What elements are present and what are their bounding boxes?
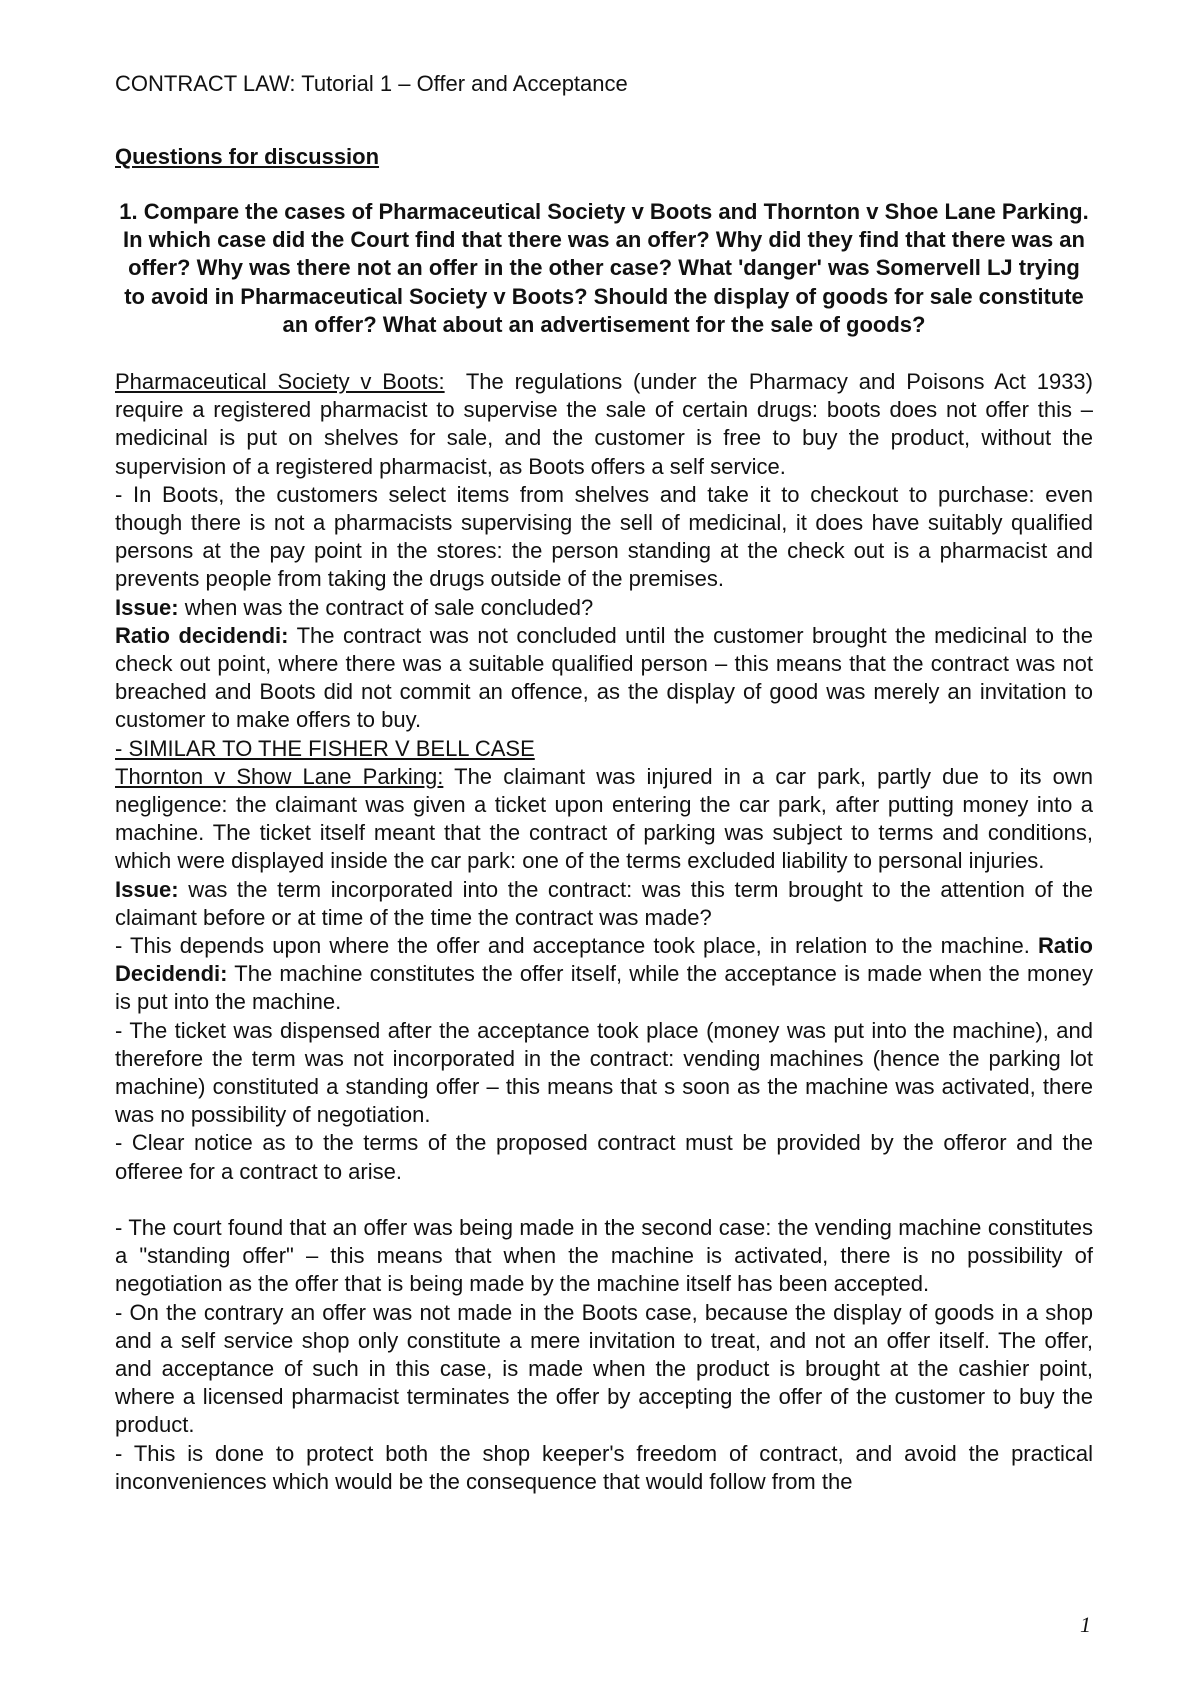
boots-case-label: Pharmaceutical Society v Boots: xyxy=(115,369,445,394)
page-number: 1 xyxy=(1080,1612,1091,1637)
thornton-issue-paragraph xyxy=(115,876,1093,932)
thornton-facts-text: The claimant was injured in a car park, partly due to its own negligence: the claimant was given a ticket upon entering the car park, after putting money into a machine. The ticket itself meant that the contract of parking was subject to terms and conditions, which were displayed inside the car park: one of the terms excluded liability to personal injuries. xyxy=(115,763,1094,874)
similar-case-note: - SIMILAR TO THE FISHER V BELL CASE xyxy=(115,735,535,761)
conclusion-paragraph: - The court found that an offer was being made in the second case: the vending machine constitutes a "standing offer" – this means that when the machine is activated, there is no possibility of negotiation as the offer that is being made by the machine itself has been accepted. xyxy=(115,1214,1093,1297)
thornton-ticket-paragraph: - The ticket was dispensed after the acceptance took place (money was put into the machine), and therefore the term was not incorporated in the contract: vending machines (hence the parking lot machine) constituted a standing offer – this means that s soon as the machine was activated, there was no possibility of negotiation. xyxy=(115,1017,1093,1128)
thornton-issue-text: was the term incorporated into the contract: was this term brought to the attention of the claimant before or at time of the time the contract was made? xyxy=(115,876,1093,930)
boots-ratio-text: The contract was not concluded until the customer brought the medicinal to the check out point, where there was a suitable qualified person – this means that the contract was not breached and Boots did not commit an offence, as the display of good was merely an invitation to customer to make offers to buy. xyxy=(115,622,1094,733)
boots-facts-paragraph xyxy=(115,368,1093,481)
conclusion-paragraph: - This is done to protect both the shop keeper's freedom of contract, and avoid the practical inconveniences which would be the consequence that would follow from the xyxy=(115,1440,1093,1494)
thornton-issue-label: Issue: xyxy=(115,876,179,902)
boots-ratio-paragraph xyxy=(115,622,1093,735)
thornton-notice-paragraph: - Clear notice as to the terms of the proposed contract must be provided by the offeror and the offeree for a contract to arise. xyxy=(115,1130,1093,1184)
document-header: CONTRACT LAW: Tutorial 1 – Offer and Acceptance xyxy=(115,71,628,96)
discussion-question: 1. Compare the cases of Pharmaceutical Society v Boots and Thornton v Shoe Lane Parking. In which case did the Court find that there was an offer? Why did they find that there was an offer? Why was there not an offer in the other case? What 'danger' was Somervell LJ trying to avoid in Pharmaceutical Society v Boots? Should the display of goods for sale constitute an offer? What about an advertisement for the sale of goods? xyxy=(119,199,1089,337)
boots-facts-text: The regulations (under the Pharmacy and Poisons Act 1933) require a registered pharmacist to supervise the sale of certain drugs: boots does not offer this – medicinal is put on shelves for sale, and the customer is free to buy the product, without the supervision of a registered pharmacist, as Boots offers a self service. xyxy=(115,369,1093,479)
boots-issue-label: Issue: xyxy=(115,594,179,620)
thornton-point-text: - This depends upon where the offer and acceptance took place, in relation to the machine. xyxy=(115,933,1030,959)
thornton-ratio-text: The machine constitutes the offer itself, while the acceptance is made when the money is put into the machine. xyxy=(115,961,1093,1015)
section-title: Questions for discussion xyxy=(115,144,380,169)
answer-body xyxy=(115,368,1093,1496)
thornton-case-label: Thornton v Show Lane Parking: xyxy=(115,763,444,789)
boots-ratio-label: Ratio decidendi: xyxy=(115,622,289,648)
thornton-facts-paragraph xyxy=(115,763,1093,876)
conclusion-paragraph: - On the contrary an offer was not made in the Boots case, because the display of goods in a shop and a self service shop only constitute a mere invitation to treat, and not an offer itself. The offer, and acceptance of such in this case, is made when the product is brought at the cashier point, where a licensed pharmacist terminates the offer by accepting the offer of the customer to buy the product. xyxy=(115,1299,1093,1438)
boots-issue-paragraph xyxy=(115,594,1093,622)
thornton-ratio-label: Ratio Decidendi: xyxy=(115,933,1093,987)
thornton-point-paragraph xyxy=(115,932,1093,1017)
boots-point-paragraph: - In Boots, the customers select items from shelves and take it to checkout to purchase: even though there is not a pharmacists supervising the sell of medicinal, it does have suitably qualified persons at the pay point in the stores: the person standing at the check out is a pharmacist and prevents people from taking the drugs outside of the premises. xyxy=(115,481,1093,592)
boots-issue-text: when was the contract of sale concluded? xyxy=(184,594,594,620)
